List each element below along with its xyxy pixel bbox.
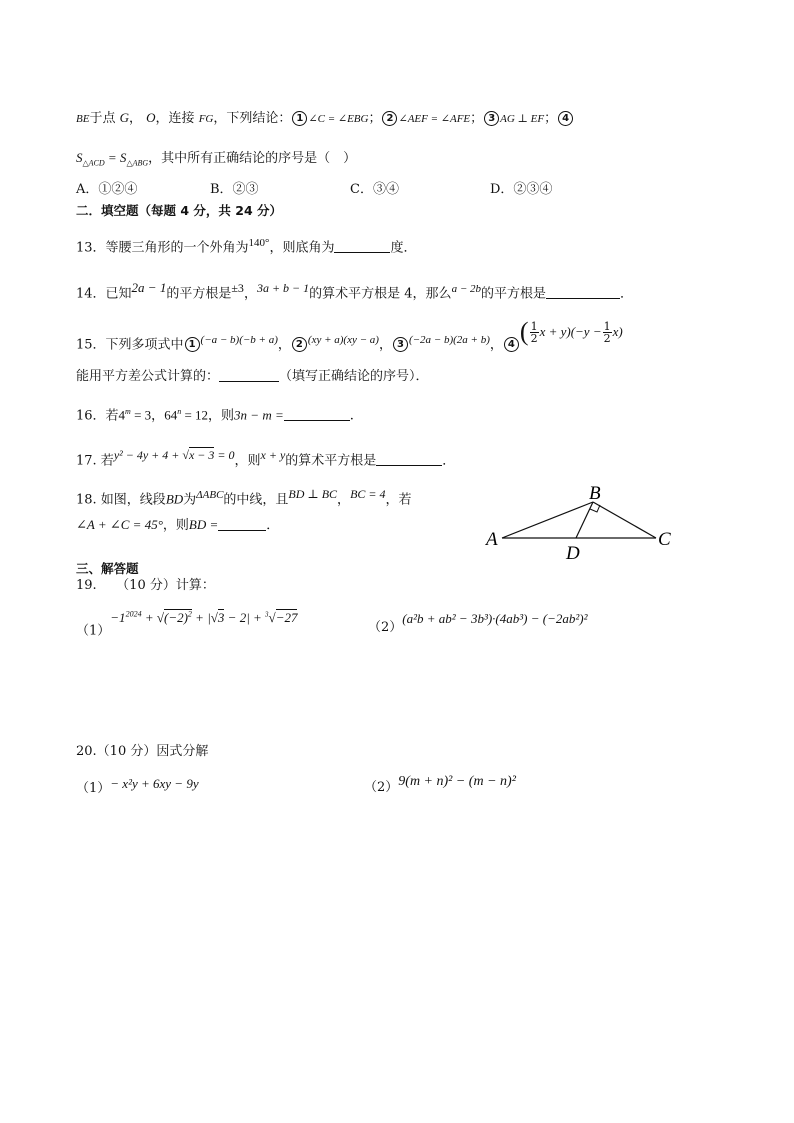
section-fill-in-title: 二．填空题（每题 4 分，共 24 分） — [76, 203, 283, 218]
q12-line2: $S_{\triangle ACD} = S_{\triangle ABG}$，其中所有正确结论的序号是（ ） — [76, 150, 357, 168]
sqrt-sign: √ — [210, 610, 218, 626]
circle-3: 3 — [484, 111, 499, 126]
label-d: D — [566, 543, 580, 562]
question-16: 16．若$4^m = 3$，$64^n = 12$，则3n − m = . — [76, 407, 354, 424]
question-20-part1: （1）− x²y + 6xy − 9y — [76, 776, 199, 796]
question-14: 14．已知$^{2a - 1}$的平方根是$^{\pm 3}$，$^{3a + b - 1}$的算术平方根是 4，那么$^{a - 2b}$的平方根是 ． — [76, 280, 634, 302]
sqrt-sign: √ — [182, 448, 189, 462]
cube-root-sign: √ — [268, 610, 276, 626]
question-15: 15．下列多项式中 1 $^{(-a - b)(-b + a)}$， 2 $^{(xy + a)(xy - a)}$， 3 $^{(-2a - b)(2a + b)}$， 4 ( $\frac{1}{2}$ x + y)(−y − $\frac{1}{2}$ x) — [76, 317, 623, 353]
option-a: A．①②④ — [76, 182, 138, 197]
circle-1: 1 — [185, 337, 200, 352]
circle-3: 3 — [393, 337, 408, 352]
side-ab — [502, 502, 593, 538]
label-b: B — [589, 483, 601, 504]
option-d: D．②③④ — [490, 182, 553, 197]
section-solve-title: 三、解答题 — [76, 561, 139, 576]
question-19-part1: $(1)-1^{2024} + √(-2)^2 + |√3 - 2| + ^3√-27$ — [76, 610, 298, 639]
answer-blank — [218, 516, 266, 531]
question-20-title: 20.（10 分）因式分解 — [76, 744, 209, 759]
circle-4: 4 — [558, 111, 573, 126]
question-19-part2: （2）(a²b + ab² − 3b³)·(4ab³) − (−2ab²)² — [368, 611, 588, 635]
question-18-line2: ∠A + ∠C = 45°，则BD = ． — [76, 517, 280, 533]
q12-line1: BE于点 G， O，连接 FG，下列结论： 1 ∠C = ∠EBG； 2 ∠AEF = ∠AFE； 3 AG ⊥ EF； 4 — [76, 108, 574, 129]
answer-blank — [219, 367, 279, 382]
answer-blank — [546, 284, 620, 299]
label-c: C — [658, 529, 671, 550]
fraction-half: $\frac{1}{2}$ — [530, 320, 538, 346]
question-19-title: 19. （10 分）计算： — [76, 578, 215, 593]
question-20-part2: （2）9(m + n)² − (m − n)² — [364, 774, 516, 795]
answer-blank — [284, 406, 350, 421]
fraction-half: $\frac{1}{2}$ — [603, 320, 611, 346]
circle-2: 2 — [292, 337, 307, 352]
circle-4: 4 — [504, 337, 519, 352]
circle-1: 1 — [292, 111, 307, 126]
circle-2: 2 — [382, 111, 397, 126]
label-a: A — [486, 529, 498, 550]
question-18: 18. 如图，线段BD为$^{\Delta ABC}$的中线，且$^{BD \perp BC}$，$^{BC = 4}$，若 — [76, 487, 412, 508]
sqrt-sign: √ — [156, 610, 164, 626]
q15-expr-4: ( $\frac{1}{2}$ x + y)(−y − $\frac{1}{2}$ x) — [519, 317, 623, 347]
triangle-figure — [484, 482, 684, 562]
answer-blank — [376, 451, 442, 466]
question-13: 13．等腰三角形的一个外角为$^{140^\circ}$，则底角为 度． — [76, 237, 417, 256]
question-17: 17. 若$^{y^2 - 4y + 4 + √x - 3 = 0}$，则$^{x + y}$的算术平方根是 ． — [76, 448, 456, 469]
side-bc — [593, 502, 656, 538]
option-b: B．②③ — [210, 182, 259, 197]
question-15-line2: 能用平方差公式计算的： （填写正确结论的序号）． — [76, 369, 429, 384]
option-c: C．③④ — [350, 182, 399, 197]
answer-blank — [334, 238, 390, 253]
